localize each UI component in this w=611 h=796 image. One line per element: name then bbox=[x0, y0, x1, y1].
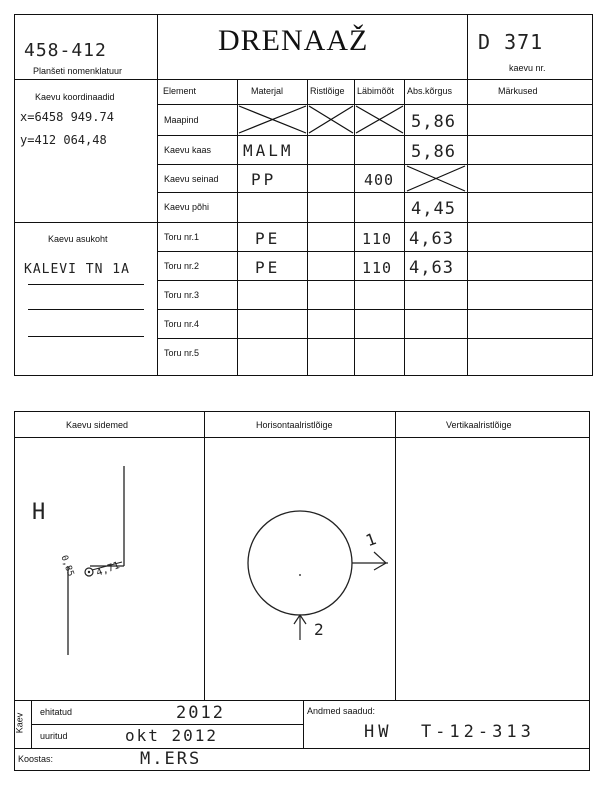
row-element-label: Toru nr.2 bbox=[164, 261, 200, 271]
abs-height-value: 4,63 bbox=[409, 258, 454, 278]
built-value: 2012 bbox=[176, 703, 225, 723]
abs-height-value: 5,86 bbox=[411, 142, 456, 162]
pipe-1-label: 1 bbox=[363, 528, 380, 551]
well-circle-icon bbox=[248, 511, 352, 615]
row-element-label: Kaevu seinad bbox=[164, 174, 219, 184]
section-vertical-label: Vertikaalristlõige bbox=[446, 420, 512, 430]
surveyed-label: uuritud bbox=[40, 731, 68, 741]
coordinate-x-value: x=6458 949.74 bbox=[20, 110, 114, 124]
material-value: PP bbox=[251, 170, 277, 189]
compiled-label: Koostas: bbox=[18, 754, 54, 764]
row-element-label: Kaevu põhi bbox=[164, 202, 210, 212]
section-ties-label: Kaevu sidemed bbox=[66, 420, 129, 430]
coordinates-label: Kaevu koordinaadid bbox=[35, 92, 115, 102]
cross-mark-icon bbox=[354, 104, 405, 136]
row-element-label: Maapind bbox=[164, 115, 199, 125]
location-value: KALEVI TN 1A bbox=[24, 262, 130, 277]
header-element: Element bbox=[163, 86, 197, 96]
row-element-label: Toru nr.5 bbox=[164, 348, 200, 358]
nomenclature-label: Planšeti nomenklatuur bbox=[33, 66, 123, 76]
header-cross-section: Ristlõige bbox=[310, 86, 345, 96]
coordinate-y-value: y=412 064,48 bbox=[20, 133, 107, 147]
material-value: PE bbox=[255, 258, 281, 277]
data-from-label: Andmed saadud: bbox=[307, 706, 376, 716]
material-value: MALM bbox=[243, 141, 294, 160]
abs-height-value: 5,86 bbox=[411, 112, 456, 132]
row-element-label: Toru nr.3 bbox=[164, 290, 200, 300]
diameter-value: 110 bbox=[362, 230, 393, 248]
cross-mark-icon bbox=[404, 164, 468, 193]
data-from-value: HW T-12-313 bbox=[364, 722, 535, 742]
row-element-label: Kaevu kaas bbox=[164, 145, 212, 155]
ties-h-letter: H bbox=[32, 500, 47, 525]
diameter-value: 110 bbox=[362, 259, 393, 277]
location-label: Kaevu asukoht bbox=[48, 234, 108, 244]
material-value: PE bbox=[255, 229, 281, 248]
header-diameter: Läbimõõt bbox=[357, 86, 395, 96]
header-abs-height: Abs.kõrgus bbox=[407, 86, 453, 96]
ties-sketch bbox=[20, 460, 200, 690]
cross-mark-icon bbox=[237, 104, 308, 136]
row-element-label: Toru nr.4 bbox=[164, 319, 200, 329]
pipe-2-label: 2 bbox=[314, 620, 325, 639]
compiled-value: M.ERS bbox=[140, 749, 202, 769]
cross-mark-icon bbox=[307, 104, 355, 136]
footer-side-label: Kaev bbox=[14, 712, 25, 734]
well-number-value: D 371 bbox=[478, 30, 544, 54]
abs-height-value: 4,45 bbox=[411, 199, 456, 219]
location-line bbox=[28, 309, 144, 310]
surveyed-value: okt 2012 bbox=[125, 726, 219, 745]
ties-distance-b: 4,71 bbox=[94, 560, 122, 579]
row-element-label: Toru nr.1 bbox=[164, 232, 200, 242]
section-horizontal-label: Horisontaalristlõige bbox=[256, 420, 333, 430]
nomenclature-value: 458-412 bbox=[24, 40, 107, 61]
header-material: Materjal bbox=[251, 86, 284, 96]
abs-height-value: 4,63 bbox=[409, 229, 454, 249]
location-line bbox=[28, 284, 144, 285]
ties-distance-a: 0,85 bbox=[58, 554, 76, 578]
header-remarks: Märkused bbox=[498, 86, 538, 96]
page-title: DRENAAŽ bbox=[218, 24, 369, 57]
well-number-label: kaevu nr. bbox=[509, 63, 546, 73]
location-line bbox=[28, 336, 144, 337]
diameter-value: 400 bbox=[364, 171, 395, 189]
built-label: ehitatud bbox=[40, 707, 73, 717]
